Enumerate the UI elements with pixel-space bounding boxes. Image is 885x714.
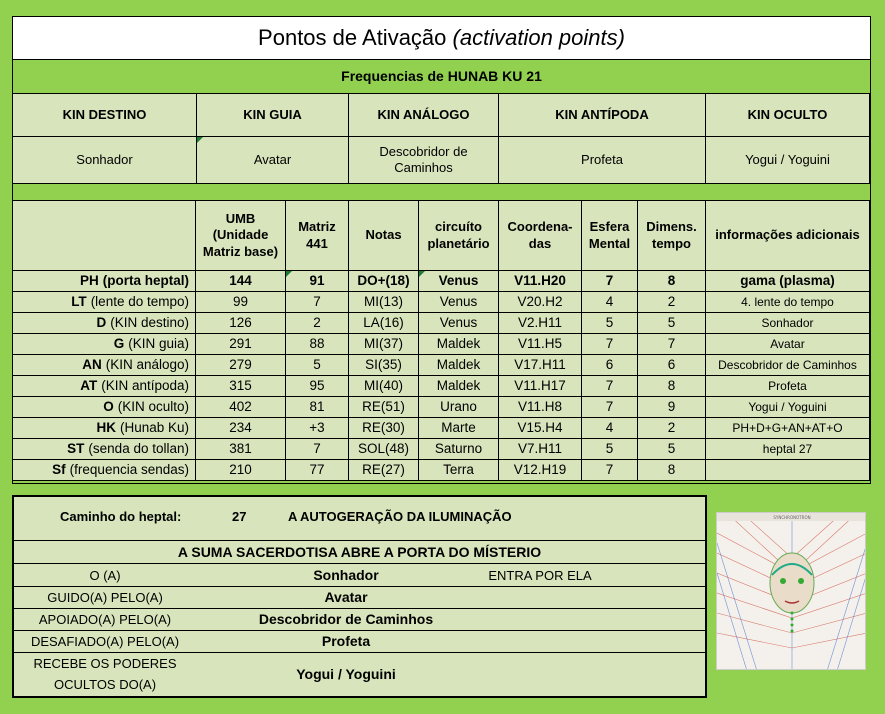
cell-circuito: Urano [419,397,499,418]
heptal-row-label: APOIADO(A) PELO(A) [38,611,172,627]
row-label [13,292,196,313]
cell-coord: V17.H11 [499,355,582,376]
cell-info: 4. lente do tempo [706,292,870,313]
cell-nota: RE(30) [349,418,419,439]
cell-esfera: 6 [582,355,638,376]
cell-matriz: 81 [286,397,349,418]
kin-header: KIN OCULTO [706,94,870,137]
column-header: Coordena-das [499,201,582,271]
row-label [13,460,196,481]
row-code: G [113,335,125,351]
row-desc: (lente do tempo) [90,293,189,309]
cell-circuito: Maldek [419,376,499,397]
row-desc: (KIN guia) [128,335,189,351]
cell-dim: 9 [638,397,706,418]
row-code: LT [71,293,87,309]
heptal-headline: A SUMA SACERDOTISA ABRE A PORTA DO MÍSTERIO [14,542,705,564]
row-desc: (porta heptal) [102,272,189,288]
cell-nota: MI(40) [349,376,419,397]
cell-coord: V12.H19 [499,460,582,481]
cell-matriz: 5 [286,355,349,376]
cell-coord: V7.H11 [499,439,582,460]
heptal-row-label: O (A) [89,567,121,583]
cell-dim: 7 [638,334,706,355]
cell-circuito: Venus [419,313,499,334]
cell-matriz: 88 [286,334,349,355]
row-code: PH [79,272,99,288]
cell-nota: RE(51) [349,397,419,418]
row-code: AT [80,377,98,393]
kin-header: KIN ANTÍPODA [499,94,706,137]
column-header: Esfera Mental [582,201,638,271]
column-header: informações adicionais [706,201,870,271]
cell-dim: 8 [638,271,706,292]
cell-umb: 291 [196,334,286,355]
cell-nota: RE(27) [349,460,419,481]
row-code: ST [67,440,85,456]
cell-esfera: 5 [582,313,638,334]
cell-matriz: +3 [286,418,349,439]
cell-matriz: 95 [286,376,349,397]
cell-umb: 315 [196,376,286,397]
cell-umb: 210 [196,460,286,481]
heptal-row-value: Sonhador [313,567,379,584]
cell-coord: V15.H4 [499,418,582,439]
cell-info: heptal 27 [706,439,870,460]
cell-circuito: Maldek [419,355,499,376]
cell-info: gama (plasma) [706,271,870,292]
subtitle: Frequencias de HUNAB KU 21 [13,60,870,94]
image-caption: SYNCHRONOTRON [773,515,811,520]
cell-esfera: 7 [582,271,638,292]
heptal-row-value: Descobridor de Caminhos [258,611,434,628]
row-label [13,271,196,292]
kin-value: Profeta [499,137,706,184]
spacer-row [13,184,870,201]
cell-coord: V11.H17 [499,376,582,397]
cell-info: Avatar [706,334,870,355]
heptal-label: Caminho do heptal: [60,509,182,524]
kin-header: KIN ANÁLOGO [349,94,499,137]
cell-esfera: 4 [582,292,638,313]
cell-dim: 8 [638,460,706,481]
cell-esfera: 5 [582,439,638,460]
row-code: HK [96,419,116,435]
cell-esfera: 7 [582,397,638,418]
kin-value: Descobridor de Caminhos [349,137,499,184]
row-label [13,418,196,439]
cell-coord: V11.H8 [499,397,582,418]
heptal-row-label: RECEBE OS PODERES OCULTOS DO(A) [33,655,177,692]
heptal-row-value: Profeta [321,633,371,650]
kin-value: Sonhador [13,137,197,184]
cell-nota: LA(16) [349,313,419,334]
cell-esfera: 7 [582,376,638,397]
row-desc: (KIN antípoda) [101,377,189,393]
row-code: O [103,398,114,414]
column-header: Dimens. tempo [638,201,706,271]
cell-circuito: Venus [419,271,499,292]
cell-dim: 5 [638,439,706,460]
cell-circuito: Saturno [419,439,499,460]
cell-dim: 2 [638,292,706,313]
heptal-name: A AUTOGERAÇÃO DA ILUMINAÇÃO [288,509,512,524]
row-label [13,313,196,334]
cell-coord: V11.H20 [499,271,582,292]
cell-dim: 6 [638,355,706,376]
cell-circuito: Terra [419,460,499,481]
cell-umb: 279 [196,355,286,376]
cell-nota: DO+(18) [349,271,419,292]
row-desc: (KIN análogo) [105,356,189,372]
cell-umb: 144 [196,271,286,292]
cell-info: PH+D+G+AN+AT+O [706,418,870,439]
column-header: UMB (Unidade Matriz base) [196,201,286,271]
row-label [13,355,196,376]
heptal-row-label: GUIDO(A) PELO(A) [47,589,163,605]
cell-info: Profeta [706,376,870,397]
column-header: Notas [349,201,419,271]
kin-value: Yogui / Yoguini [706,137,870,184]
heptal-row-label: DESAFIADO(A) PELO(A) [30,633,180,649]
kin-header: KIN GUIA [197,94,349,137]
cell-nota: SOL(48) [349,439,419,460]
cell-esfera: 7 [582,334,638,355]
cell-matriz: 7 [286,439,349,460]
cell-circuito: Venus [419,292,499,313]
cell-nota: SI(35) [349,355,419,376]
cell-coord: V20.H2 [499,292,582,313]
cell-coord: V11.H5 [499,334,582,355]
row-label [13,397,196,418]
heptal-number: 27 [232,509,247,524]
column-header: Matriz 441 [286,201,349,271]
row-code: D [96,314,107,330]
cell-info: Sonhador [706,313,870,334]
cell-matriz: 2 [286,313,349,334]
cell-info [706,460,870,481]
cell-info: Descobridor de Caminhos [706,355,870,376]
cell-matriz: 7 [286,292,349,313]
page-title [13,17,870,60]
kin-header: KIN DESTINO [13,94,197,137]
row-label [13,334,196,355]
cell-matriz: 77 [286,460,349,481]
heptal-row-value: Avatar [324,589,368,606]
cell-dim: 2 [638,418,706,439]
cell-circuito: Maldek [419,334,499,355]
cell-dim: 5 [638,313,706,334]
row-label [13,376,196,397]
kin-value: Avatar [197,137,349,184]
row-desc: (Hunab Ku) [119,419,189,435]
cell-info: Yogui / Yoguini [706,397,870,418]
row-desc: (senda do tollan) [88,440,189,456]
cell-matriz: 91 [286,271,349,292]
cell-esfera: 4 [582,418,638,439]
title-main: Pontos de Ativação [258,25,447,51]
cell-esfera: 7 [582,460,638,481]
row-code: Sf [52,461,66,477]
cell-umb: 99 [196,292,286,313]
cell-circuito: Marte [419,418,499,439]
column-header: circuíto planetário [419,201,499,271]
row-desc: (KIN oculto) [117,398,189,414]
row-desc: (KIN destino) [110,314,189,330]
row-desc: (frequencia sendas) [69,461,189,477]
title-italic: (activation points) [452,25,625,51]
cell-umb: 381 [196,439,286,460]
synchronotron-image [716,512,866,670]
synchronotron-illustration [717,513,866,670]
row-label [13,439,196,460]
cell-umb: 402 [196,397,286,418]
cell-dim: 8 [638,376,706,397]
heptal-row-extra: ENTRA POR ELA [488,567,592,583]
cell-umb: 234 [196,418,286,439]
cell-nota: MI(13) [349,292,419,313]
heptal-row-value: Yogui / Yoguini [296,665,396,682]
row-code: AN [82,356,102,372]
cell-coord: V2.H11 [499,313,582,334]
cell-umb: 126 [196,313,286,334]
table-corner [13,201,196,271]
cell-nota: MI(37) [349,334,419,355]
